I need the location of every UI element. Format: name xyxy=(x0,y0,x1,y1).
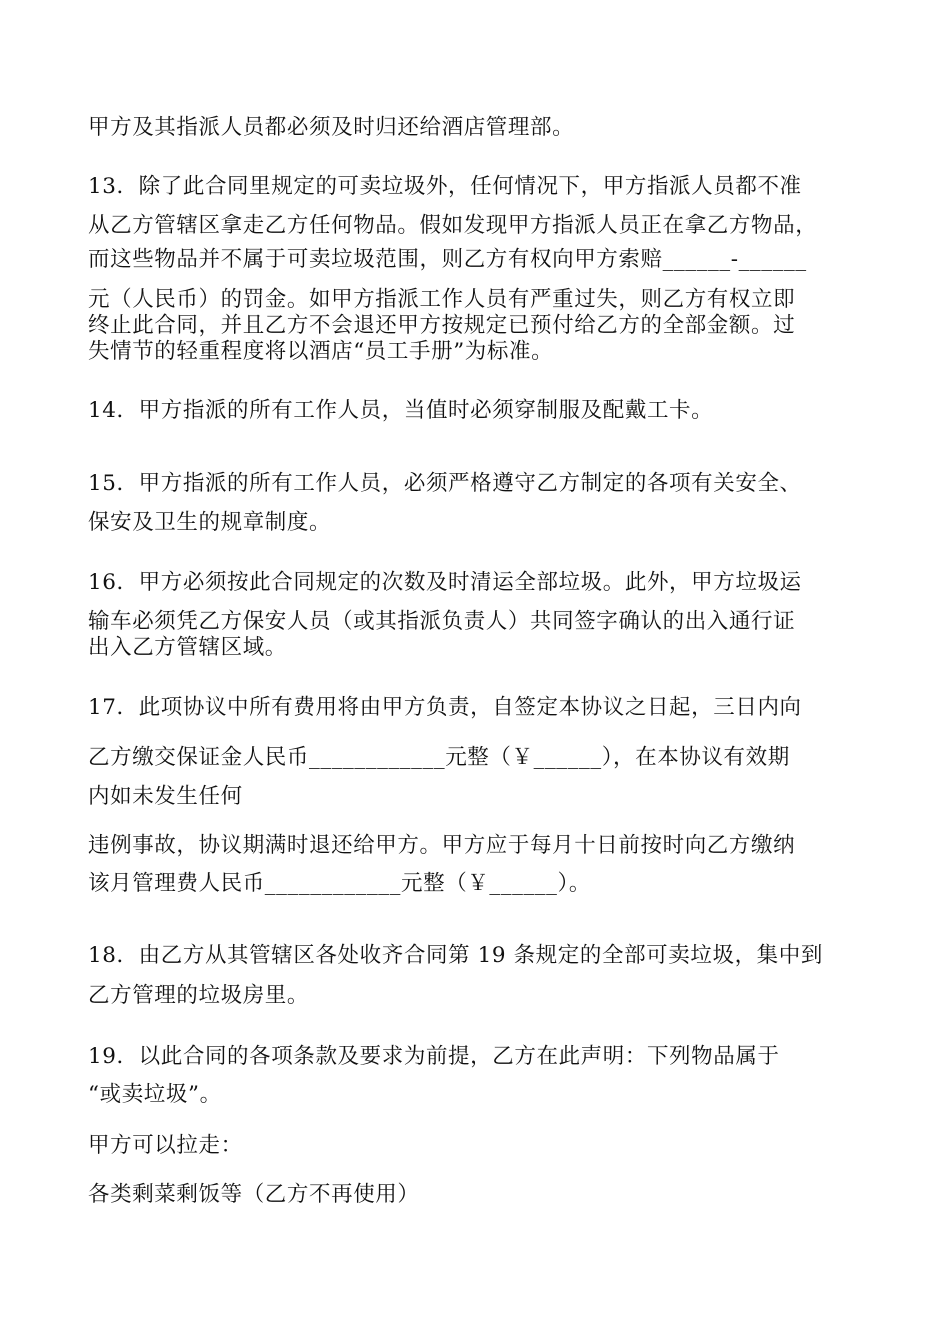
text-line: 甲方可以拉走： xyxy=(88,1133,243,1158)
text-line: 甲方及其指派人员都必须及时归还给酒店管理部。 xyxy=(88,115,575,140)
clause-19-line: 19．以此合同的各项条款及要求为前提，乙方在此声明：下列物品属于 xyxy=(88,1044,780,1069)
clause-17-line: 该月管理费人民币____________元整（￥______）。 xyxy=(88,871,591,896)
clause-18-line: 18．由乙方从其管辖区各处收齐合同第 19 条规定的全部可卖垃圾，集中到 xyxy=(88,943,823,968)
text-line: 各类剩菜剩饭等（乙方不再使用） xyxy=(88,1182,420,1207)
clause-13-line: 从乙方管辖区拿走乙方任何物品。假如发现甲方指派人员正在拿乙方物品， xyxy=(88,213,818,238)
clause-17-line: 17．此项协议中所有费用将由甲方负责，自签定本协议之日起，三日内向 xyxy=(88,695,802,720)
clause-15-line: 保安及卫生的规章制度。 xyxy=(88,510,332,535)
clause-17-line: 内如未发生任何 xyxy=(88,784,243,809)
clause-16-line: 输车必须凭乙方保安人员（或其指派负责人）共同签字确认的出入通行证 xyxy=(88,609,796,634)
clause-13-line: 元（人民币）的罚金。如甲方指派工作人员有严重过失，则乙方有权立即 xyxy=(88,287,796,312)
clause-16-line: 出入乙方管辖区域。 xyxy=(88,635,287,660)
clause-19-line: “或卖垃圾”。 xyxy=(88,1082,222,1107)
clause-16-line: 16．甲方必须按此合同规定的次数及时清运全部垃圾。此外，甲方垃圾运 xyxy=(88,570,802,595)
clause-15-line: 15．甲方指派的所有工作人员，必须严格遵守乙方制定的各项有关安全、 xyxy=(88,471,802,496)
clause-17-line: 乙方缴交保证金人民币____________元整（￥______），在本协议有效期 xyxy=(88,745,790,770)
clause-18-line: 乙方管理的垃圾房里。 xyxy=(88,983,310,1008)
clause-13-line: 失情节的轻重程度将以酒店“员工手册”为标准。 xyxy=(88,339,554,364)
clause-13-line: 终止此合同，并且乙方不会退还甲方按规定已预付给乙方的全部金额。过 xyxy=(88,313,796,338)
clause-14-line: 14．甲方指派的所有工作人员，当值时必须穿制服及配戴工卡。 xyxy=(88,398,714,423)
clause-13-line: 13．除了此合同里规定的可卖垃圾外，任何情况下，甲方指派人员都不准 xyxy=(88,174,802,199)
clause-13-line: 而这些物品并不属于可卖垃圾范围，则乙方有权向甲方索赔______-______ xyxy=(88,247,807,272)
clause-17-line: 违例事故，协议期满时退还给甲方。甲方应于每月十日前按时向乙方缴纳 xyxy=(88,833,796,858)
